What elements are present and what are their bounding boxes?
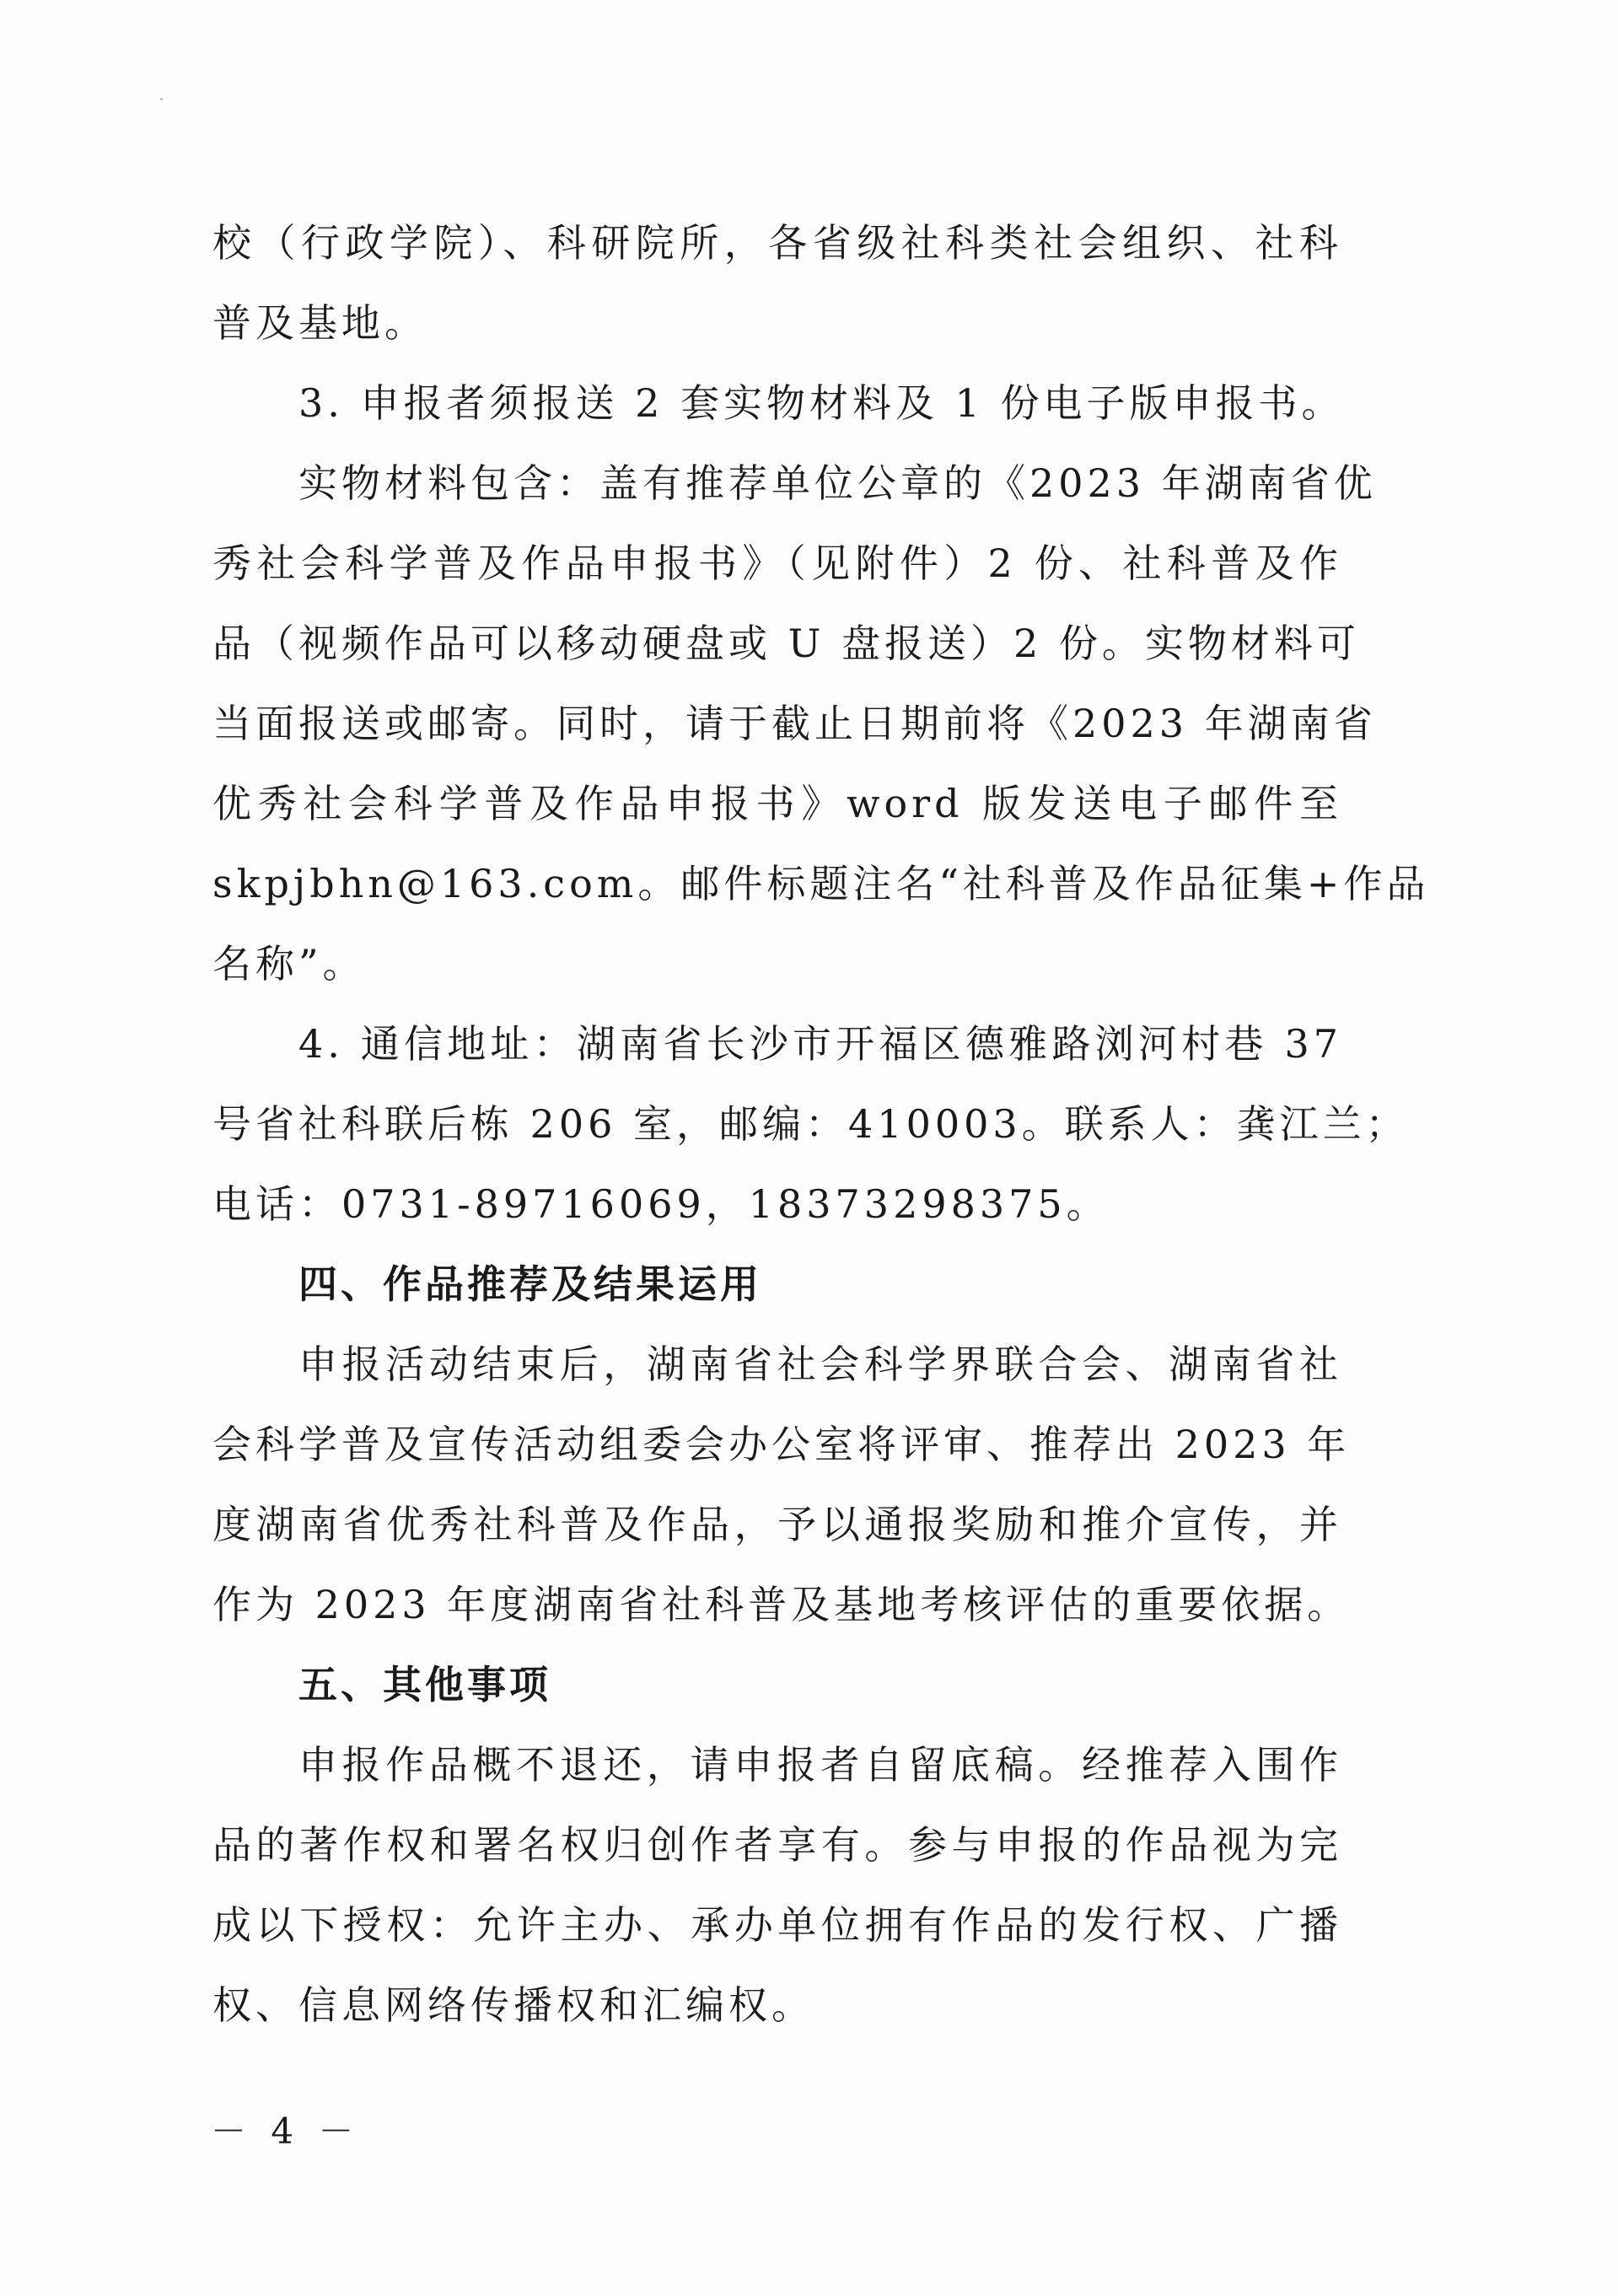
body-text-line: 秀社会科学普及作品申报书》（见附件）2 份、社科普及作 (212, 540, 1342, 586)
body-text-line: 4. 通信地址：湖南省长沙市开福区德雅路浏河村巷 37 (298, 1021, 1342, 1067)
body-text-line: 成以下授权：允许主办、承办单位拥有作品的发行权、广播 (212, 1902, 1342, 1948)
body-text-line: 申报作品概不退还，请申报者自留底稿。经推荐入围作 (298, 1742, 1342, 1788)
body-text-line: 名称”。 (212, 941, 366, 987)
body-text-line: skpjbhn@163.com。邮件标题注名“社科普及作品征集+作品 (212, 861, 1430, 906)
body-text-line: 申报活动结束后，湖南省社会科学界联合会、湖南省社 (298, 1342, 1342, 1387)
body-text-line: 权、信息网络传播权和汇编权。 (212, 1982, 814, 2028)
body-text-line: 实物材料包含：盖有推荐单位公章的《2023 年湖南省优 (298, 460, 1377, 506)
body-text-line: 当面报送或邮寄。同时，请于截止日期前将《2023 年湖南省 (212, 701, 1377, 746)
body-text-line: 优秀社会科学普及作品申报书》word 版发送电子邮件至 (212, 781, 1342, 826)
body-text-line: 电话：0731-89716069，18373298375。 (212, 1181, 1110, 1227)
body-text-line: 度湖南省优秀社科普及作品，予以通报奖励和推介宣传，并 (212, 1502, 1342, 1547)
scan-speck (160, 98, 163, 100)
section-heading: 五、其他事项 (298, 1662, 551, 1707)
body-text-line: 普及基地。 (212, 300, 427, 346)
body-text-line: 校（行政学院）、科研院所，各省级社科类社会组织、社科 (212, 220, 1342, 266)
body-text-line: 号省社科联后栋 206 室，邮编：410003。联系人：龚江兰； (212, 1101, 1409, 1147)
body-text-line: 品的著作权和署名权归创作者享有。参与申报的作品视为完 (212, 1822, 1342, 1868)
body-text-line: 作为 2023 年度湖南省社科普及基地考核评估的重要依据。 (212, 1582, 1351, 1627)
body-text-line: 3. 申报者须报送 2 套实物材料及 1 份电子版申报书。 (298, 380, 1345, 426)
body-text-line: 品（视频作品可以移动硬盘或 U 盘报送）2 份。实物材料可 (212, 621, 1360, 666)
section-heading: 四、作品推荐及结果运用 (298, 1261, 762, 1307)
page-number: － 4 － (211, 2110, 361, 2152)
body-text-line: 会科学普及宣传活动组委会办公室将评审、推荐出 2023 年 (212, 1422, 1351, 1467)
